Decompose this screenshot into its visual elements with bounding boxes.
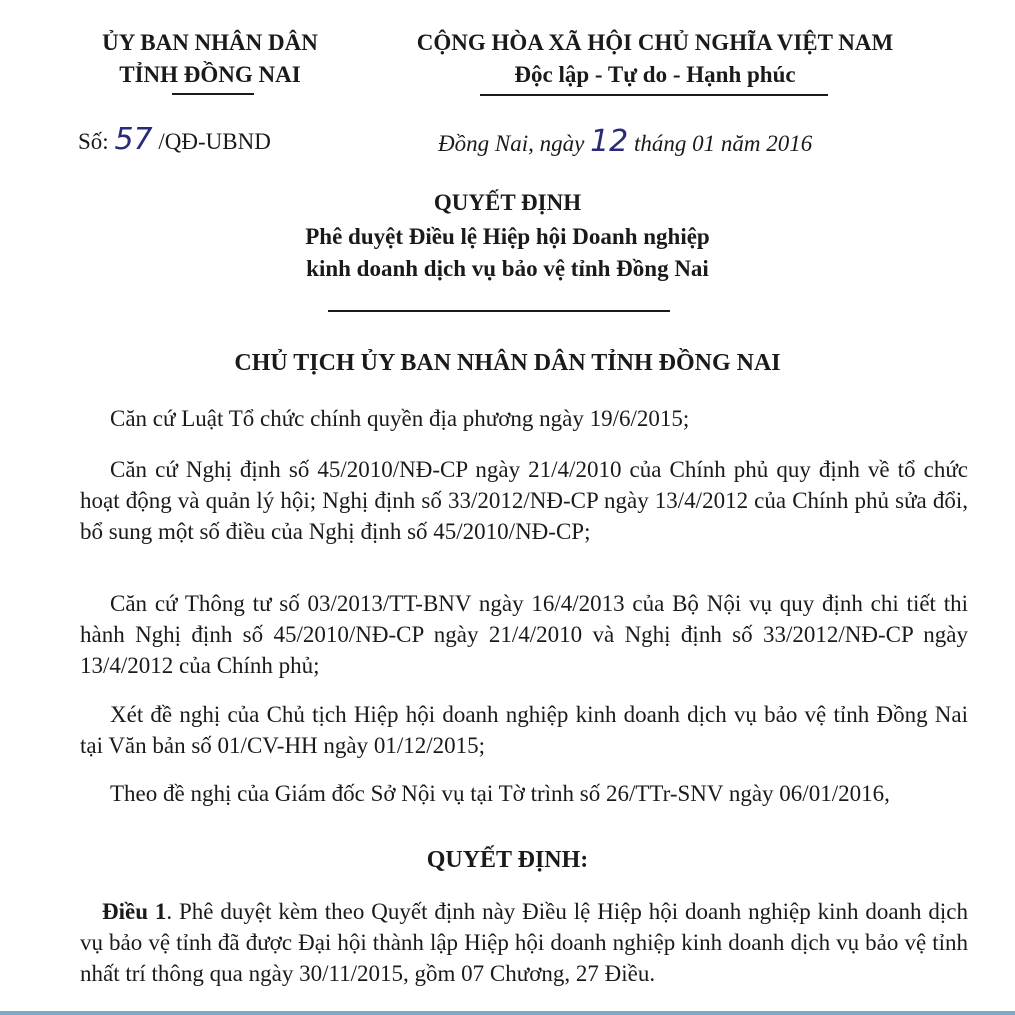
preamble-item-5: Theo đề nghị của Giám đốc Sở Nội vụ tại Tờ trình số 26/TTr-SNV ngày 06/01/2016, [110,781,890,806]
title-divider [328,310,670,312]
preamble-item-2: Căn cứ Nghị định số 45/2010/NĐ-CP ngày 21/4/2010 của Chính phủ quy định về tổ chức hoạt động và quản lý hội; Nghị định số 33/2012/NĐ-CP ngày 13/4/2012 của Chính phủ sửa đổi, bổ sung một số điều của Nghị định số 45/2010/NĐ-CP; [80,457,968,544]
preamble-item-1: Căn cứ Luật Tổ chức chính quyền địa phương ngày 19/6/2015; [110,406,690,431]
decision-heading: QUYẾT ĐỊNH: [426,847,589,873]
article-1-text: . Phê duyệt kèm theo Quyết định này Điều lệ Hiệp hội doanh nghiệp kinh doanh dịch vụ bảo vệ tỉnh đã được Đại hội thành lập Hiệp hội doanh nghiệp kinh doanh dịch vụ bảo vệ tỉnh nhất trí thông qua ngày 30/11/2015, gồm 07 Chương, 27 Điều. [80,899,969,986]
nation-title: CỘNG HÒA XÃ HỘI CHỦ NGHĨA VIỆT NAM [416,30,894,55]
page-bottom-edge [0,1011,1015,1015]
document-date [438,124,812,159]
national-motto: Độc lập - Tự do - Hạnh phúc [514,62,796,87]
document-subtitle-line1: Phê duyệt Điều lệ Hiệp hội Doanh nghiệp [305,224,710,249]
handwritten-day: 12 [590,124,629,159]
date-suffix: tháng 01 năm 2016 [634,131,813,156]
handwritten-number: 57 [114,122,153,157]
org-underline [172,93,254,95]
article-1 [80,896,968,989]
date-prefix: Đồng Nai, ngày [438,131,585,156]
number-suffix: /QĐ-UBND [158,129,271,154]
number-prefix: Số: [78,129,109,154]
article-1-label: Điều 1 [102,899,167,924]
document-number [78,122,271,157]
document-title: QUYẾT ĐỊNH [433,190,582,215]
motto-underline [480,94,828,96]
issuing-authority: CHỦ TỊCH ỦY BAN NHÂN DÂN TỈNH ĐỒNG NAI [234,350,781,376]
preamble-item-3: Căn cứ Thông tư số 03/2013/TT-BNV ngày 16/4/2013 của Bộ Nội vụ quy định chi tiết thi hành Nghị định số 45/2010/NĐ-CP ngày 21/4/2010 và Nghị định số 33/2012/NĐ-CP ngày 13/4/2012 của Chính phủ; [80,591,968,678]
document-subtitle-line2: kinh doanh dịch vụ bảo vệ tỉnh Đồng Nai [306,256,709,281]
org-name-line2: TỈNH ĐỒNG NAI [119,62,301,87]
preamble-item-4: Xét đề nghị của Chủ tịch Hiệp hội doanh nghiệp kinh doanh dịch vụ bảo vệ tỉnh Đồng Nai tại Văn bản số 01/CV-HH ngày 01/12/2015; [80,702,968,758]
org-name-line1: ỦY BAN NHÂN DÂN [102,30,318,55]
